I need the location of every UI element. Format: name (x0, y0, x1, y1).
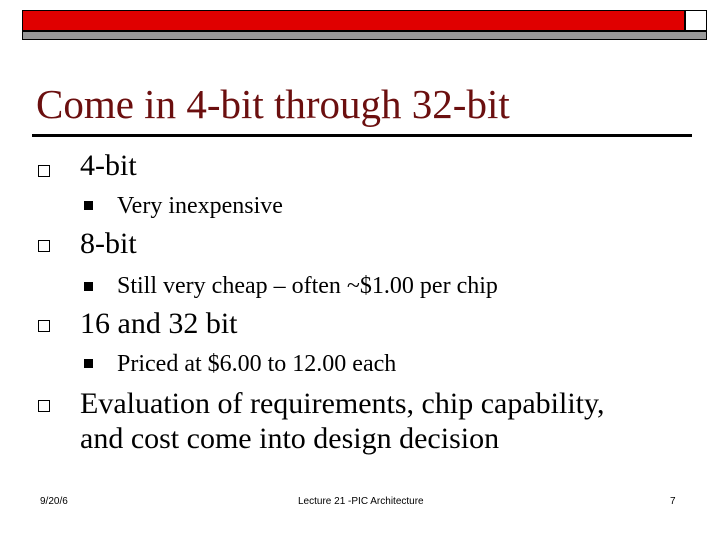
top-corner-box (685, 10, 707, 31)
bullet-text: Evaluation of requirements, chip capability, (80, 387, 605, 420)
top-red-bar (22, 10, 685, 31)
top-gray-bar (22, 31, 707, 40)
title-underline (32, 134, 692, 137)
hollow-square-bullet-icon (38, 240, 50, 252)
sub-bullet-text: Very inexpensive (117, 193, 283, 219)
bullet-text-continuation: and cost come into design decision (80, 422, 500, 455)
top-decoration-bar (22, 10, 707, 40)
bullet-text: 16 and 32 bit (80, 307, 238, 340)
filled-square-bullet-icon (84, 282, 93, 291)
bullet-text: 4-bit (80, 149, 137, 182)
footer-lecture-title: Lecture 21 -PIC Architecture (298, 496, 424, 507)
hollow-square-bullet-icon (38, 400, 50, 412)
bullet-text: 8-bit (80, 227, 137, 260)
filled-square-bullet-icon (84, 359, 93, 368)
sub-bullet-text: Still very cheap – often ~$1.00 per chip (117, 273, 498, 299)
hollow-square-bullet-icon (38, 165, 50, 177)
filled-square-bullet-icon (84, 201, 93, 210)
sub-bullet-text: Priced at $6.00 to 12.00 each (117, 351, 397, 377)
footer-page-number: 7 (670, 496, 676, 507)
slide-title: Come in 4-bit through 32-bit (36, 81, 510, 127)
footer-date: 9/20/6 (40, 496, 68, 507)
hollow-square-bullet-icon (38, 320, 50, 332)
